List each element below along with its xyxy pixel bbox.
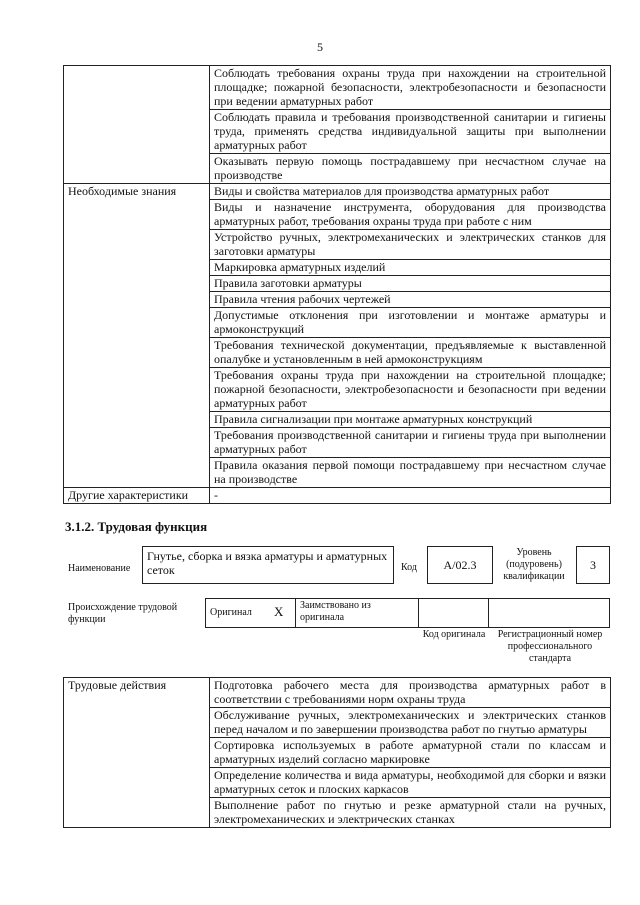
knowledge-label: Необходимые знания <box>64 184 210 488</box>
knowledge-cell: Правила сигнализации при монтаже арматурных конструкций <box>210 412 611 428</box>
name-label: Наименование <box>68 563 131 574</box>
knowledge-cell: Правила заготовки арматуры <box>210 276 611 292</box>
other-label: Другие характеристики <box>64 488 210 504</box>
table-row <box>64 678 611 708</box>
table-row <box>64 488 611 504</box>
page-number: 5 <box>317 40 323 54</box>
divider <box>418 598 419 627</box>
skill-cell: Соблюдать правила и требования производственной санитарии и гигиены труда, применять средства индивидуальной защиты при выполнении арматурных работ <box>210 110 611 154</box>
knowledge-cell: Требования технической документации, предъявляемые к выставленной опалубке и установленным в ней армоконструкциям <box>210 338 611 368</box>
knowledge-cell: Допустимые отклонения при изготовлении и монтаже арматуры и армоконструкций <box>210 308 611 338</box>
knowledge-cell: Требования охраны труда при нахождении на строительной площадке; пожарной безопасности, электробезопасности и безопасности при ведении арматурных работ <box>210 368 611 412</box>
knowledge-cell: Маркировка арматурных изделий <box>210 260 611 276</box>
action-cell: Сортировка используемых в работе арматурной стали по классам и арматурных изделий согласно маркировке <box>210 738 611 768</box>
skill-cell: Соблюдать требования охраны труда при нахождении на строительной площадке; пожарной безопасности, электробезопасности и безопасности при ведении арматурных работ <box>210 66 611 110</box>
knowledge-cell: Виды и свойства материалов для производства арматурных работ <box>210 184 611 200</box>
actions-table <box>63 677 611 828</box>
reg-number-label: Регистрационный номер профессионального стандарта <box>497 629 603 664</box>
name-value: Гнутье, сборка и вязка арматуры и арматурных сеток <box>147 549 388 577</box>
level-label: Уровень (подуровень) квалификации <box>503 547 565 582</box>
code-label: Код <box>401 562 417 573</box>
other-value: - <box>210 488 611 504</box>
knowledge-cell: Правила чтения рабочих чертежей <box>210 292 611 308</box>
empty-label-cell <box>64 66 210 184</box>
knowledge-cell: Устройство ручных, электромеханических и электрических станков для заготовки арматуры <box>210 230 611 260</box>
code-original-label: Код оригинала <box>422 629 486 640</box>
origin-label: Происхождение трудовой функции <box>68 602 178 625</box>
action-cell: Подготовка рабочего места для производства арматурных работ в соответствии с требованиями норм охраны труда <box>210 678 611 708</box>
original-mark: X <box>274 604 284 619</box>
action-cell: Определение количества и вида арматуры, необходимой для сборки и вязки арматурных сеток и плоских каркасов <box>210 768 611 798</box>
level-value: 3 <box>576 546 610 584</box>
divider <box>295 598 296 627</box>
knowledge-cell: Правила оказания первой помощи пострадавшему при несчастном случае на производстве <box>210 458 611 488</box>
divider <box>488 598 489 627</box>
code-value: A/02.3 <box>427 546 493 584</box>
knowledge-table <box>63 65 611 504</box>
original-label: Оригинал <box>210 607 252 618</box>
knowledge-cell: Виды и назначение инструмента, оборудования для производства арматурных работ, требования охраны труда при работе с ним <box>210 200 611 230</box>
action-cell: Выполнение работ по гнутью и резке арматурной стали на ручных, электромеханических и электрических станках <box>210 798 611 828</box>
skill-cell: Оказывать первую помощь пострадавшему при несчастном случае на производстве <box>210 154 611 184</box>
table-row <box>64 66 611 110</box>
actions-label: Трудовые действия <box>64 678 210 828</box>
knowledge-cell: Требования производственной санитарии и гигиены труда при выполнении арматурных работ <box>210 428 611 458</box>
section-title: 3.1.2. Трудовая функция <box>65 519 208 534</box>
name-box <box>142 546 394 584</box>
borrowed-label: Заимствовано из оригинала <box>300 600 371 623</box>
action-cell: Обслуживание ручных, электромеханических и электрических станков перед началом и по завершении производства работ по гнутью арматуры <box>210 708 611 738</box>
table-row <box>64 184 611 200</box>
